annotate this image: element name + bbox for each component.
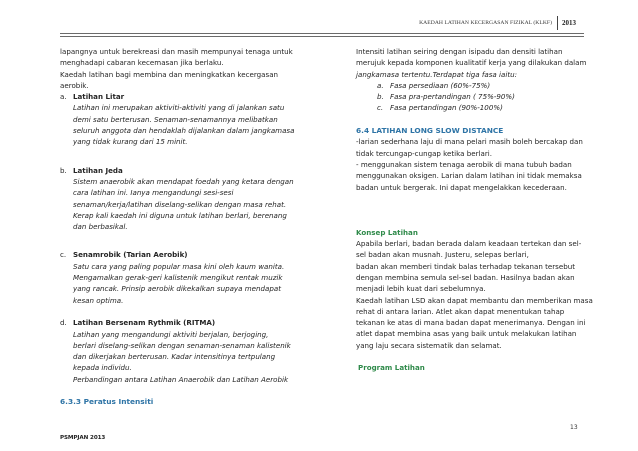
konsep-line: badan akan memberi tindak balas terhadap tekanan tersebut	[356, 261, 576, 271]
item-d-title: Latihan Bersenam Rythmik (RITMA)	[73, 318, 216, 328]
header-rule-thick	[60, 33, 584, 34]
konsep-line: Apabila berlari, badan berada dalam keadaan tertekan dan sel-	[356, 239, 582, 249]
item-c-line: kesan optima.	[73, 295, 124, 305]
header-rule-thin	[60, 36, 584, 37]
lsd-line: badan untuk bergerak. Ini dapat mengelakkan kecederaan.	[356, 182, 567, 192]
item-a-line: yang tidak kurang dari 15 minit.	[73, 137, 188, 147]
right-column	[356, 46, 608, 374]
phase-item	[356, 91, 608, 102]
left-intro-line: Kaedah latihan bagi membina dan meningkatkan kecergasan	[60, 69, 279, 79]
spacer	[356, 351, 608, 362]
phase-text: Fasa pertandingan (90%-100%)	[390, 103, 503, 113]
item-b-line: Sistem anaerobik akan mendapat foedah yang ketara dengan	[73, 176, 294, 186]
spacer	[60, 306, 340, 317]
item-c-line: yang rancak. Prinsip aerobik dikekalkan supaya mendapat	[73, 284, 281, 294]
lsd-line: menggunakan oksigen. Larian dalam latihan ini tidak memaksa	[356, 171, 582, 181]
phase-marker: b.	[377, 92, 384, 102]
left-intro-line: aerobik.	[60, 80, 89, 90]
phase-item	[356, 102, 608, 113]
item-c-line: Satu cara yang paling popular masa kini oleh kaum wanita.	[73, 261, 285, 271]
spacer	[356, 193, 608, 204]
item-d-line: berlari diselang-selikan dengan senaman-senaman kalistenik	[73, 340, 291, 350]
spacer	[60, 385, 340, 396]
program-latihan-heading: Program Latihan	[358, 363, 425, 373]
konsep-line: tekanan ke atas di mana badan dapat menerimanya. Dengan ini	[356, 318, 586, 328]
right-intro-line: merujuk kepada komponen kualitatif kerja yang dilakukan dalam	[356, 58, 587, 68]
header-title: KAEDAH LATIHAN KECERGASAN FIZIKAL (KLKF)	[419, 20, 552, 26]
footer-text: PSMPJAN 2013	[60, 435, 106, 441]
konsep-line: sel badan akan musnah. Justeru, selepas berlari,	[356, 250, 529, 260]
item-c-marker: c.	[60, 250, 67, 260]
lsd-line: -larian sederhana laju di mana pelari masih boleh bercakap dan	[356, 137, 583, 147]
konsep-line: menjadi lebih kuat dari sebelumnya.	[356, 284, 486, 294]
item-d-line: Perbandingan antara Latihan Anaerobik dan Latihan Aerobik	[73, 374, 289, 384]
item-d-heading	[60, 317, 340, 328]
phase-text: Fasa persediaan (60%-75%)	[390, 80, 491, 90]
item-d-line: Latihan yang mengandungi aktiviti berjalan, berjoging,	[73, 329, 269, 339]
item-d-line: dan dikerjakan berterusan. Kadar intensitinya tertpulang	[73, 352, 276, 362]
header-year: 2013	[562, 19, 576, 27]
right-intro-line: Intensiti latihan seiring dengan isipadu dan densiti latihan	[356, 47, 563, 56]
section-6-4-heading: 6.4 LATIHAN LONG SLOW DISTANCE	[356, 126, 504, 136]
item-a-heading	[60, 91, 340, 102]
phase-item	[356, 80, 608, 91]
left-intro-line: lapangnya untuk berekreasi dan masih mempunyai tenaga untuk	[60, 47, 293, 56]
spacer	[356, 114, 608, 125]
header-separator	[557, 16, 558, 30]
item-b-line: cara latihan ini. Ianya mengandungi sesi-sesi	[73, 188, 234, 198]
spacer	[60, 148, 340, 165]
item-a-title: Latihan Litar	[73, 92, 125, 102]
spacer	[60, 232, 340, 249]
spacer	[356, 215, 608, 226]
spacer	[356, 204, 608, 215]
item-d-line: kepada individu.	[73, 363, 132, 373]
item-a-line: demi satu berterusan. Senaman-senamannya melibatkan	[73, 114, 278, 124]
left-intro-line: menghadapi cabaran kecemasan jika berlaku.	[60, 58, 224, 68]
item-b-marker: b.	[60, 165, 67, 175]
phase-marker: a.	[377, 80, 384, 90]
konsep-line: Kaedah latihan LSD akan dapat membantu dan memberikan masa	[356, 295, 593, 305]
lsd-line: tidak tercungap-cungap ketika berlari.	[356, 148, 492, 158]
konsep-line: rehat di antara larian. Atlet akan dapat menentukan tahap	[356, 306, 565, 316]
item-b-line: senaman/kerja/latihan diselang-selikan dengan masa rehat.	[73, 199, 287, 209]
phase-text: Fasa pra-pertandingan ( 75%-90%)	[390, 92, 515, 102]
item-a-line: seluruh anggota dan hendaklah dijalankan dalam jangkamasa	[73, 126, 295, 136]
konsep-line: atlet dapat membina asas yang baik untuk melakukan latihan	[356, 329, 577, 339]
konsep-line: dengan membina semula sel-sel badan. Hasilnya badan akan	[356, 272, 575, 282]
page-number: 13	[570, 424, 578, 431]
item-c-title: Senamrobik (Tarian Aerobik)	[73, 250, 188, 260]
item-a-line: Latihan ini merupakan aktiviti-aktiviti yang di jalankan satu	[73, 103, 285, 113]
item-a-marker: a.	[60, 92, 67, 102]
item-d-marker: d.	[60, 318, 67, 328]
item-b-title: Latihan Jeda	[73, 165, 123, 175]
konsep-latihan-heading: Konsep Latihan	[356, 227, 418, 237]
item-c-heading	[60, 249, 340, 260]
right-intro-line: jangkamasa tertentu.Terdapat tiga fasa iaitu:	[356, 69, 517, 79]
left-column	[60, 46, 340, 408]
phase-marker: c.	[377, 103, 384, 113]
item-b-heading	[60, 165, 340, 176]
lsd-line: - menggunakan sistem tenaga aerobik di mana tubuh badan	[356, 159, 572, 169]
konsep-line: yang laju secara sistematik dan selamat.	[356, 340, 502, 350]
item-b-line: dan berbasikal.	[73, 222, 128, 232]
item-c-line: Mengamalkan gerak-geri kalistenik mengikut rentak muzik	[73, 273, 283, 283]
item-b-line: Kerap kali kaedah ini diguna untuk latihan berlari, berenang	[73, 210, 287, 220]
section-6-3-3-heading: 6.3.3 Peratus Intensiti	[60, 397, 154, 407]
